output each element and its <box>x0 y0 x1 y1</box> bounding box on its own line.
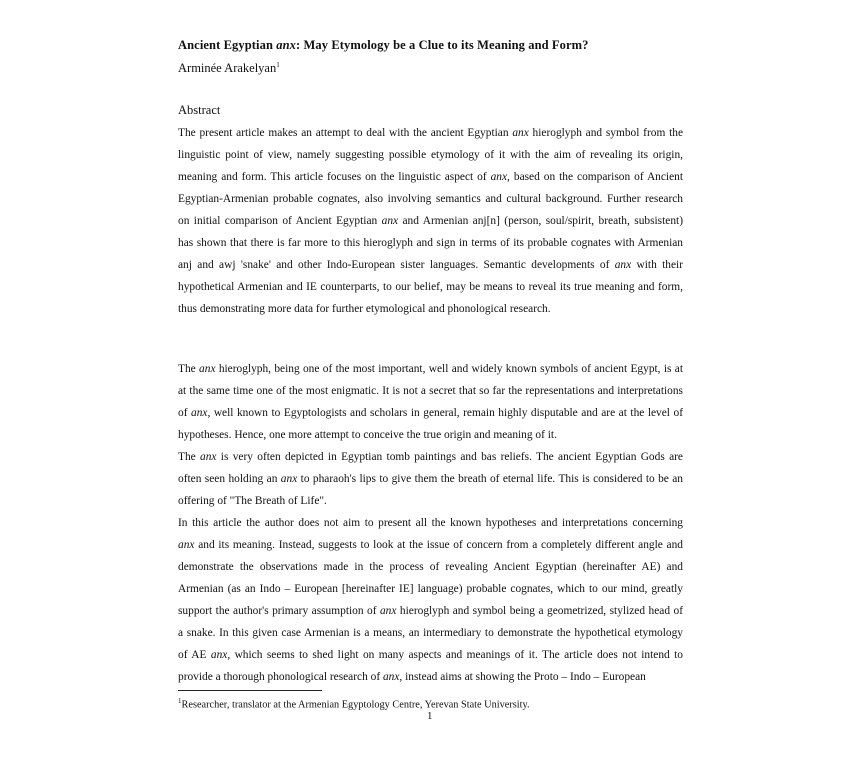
text-line <box>178 578 683 600</box>
text-line <box>178 254 683 276</box>
title-italic-term: anx <box>276 38 297 52</box>
text-run: The <box>178 451 201 463</box>
footnote-mark: 1 <box>178 697 182 705</box>
text-line <box>178 298 683 320</box>
page-number: 1 <box>427 710 433 722</box>
text-run: hypothetical Armenian and IE counterparts, to our belief, may be means to reveal its true meaning and form, <box>178 281 683 293</box>
text-line <box>178 534 683 556</box>
text-run: Egyptian-Armenian probable cognates, also involving semantics and cultural background. Further research <box>178 193 683 205</box>
text-line <box>178 276 683 298</box>
text-run: hieroglyph and symbol being a geometrized, stylized head of <box>396 605 683 617</box>
body-paragraph-2 <box>178 446 683 512</box>
author-name: Arminée Arakelyan <box>178 61 277 76</box>
text-run: hieroglyph, being one of the most important, well and widely known symbols of ancient Egypt, is at <box>215 363 683 375</box>
text-line <box>178 402 683 424</box>
text-run: well known to Egyptologists and scholars in general, remain highly disputable and are at the level of <box>210 407 683 419</box>
text-line <box>178 644 683 666</box>
text-run: a snake. In this given case Armenian is a means, an intermediary to demonstrate the hypothetical etymology <box>178 627 683 639</box>
text-line <box>178 468 683 490</box>
text-run: often seen holding an <box>178 473 281 485</box>
text-run: meaning and form. This article focuses on the linguistic aspect of <box>178 171 491 183</box>
title-part: Ancient Egyptian <box>178 38 277 52</box>
author-footnote-mark: 1 <box>276 61 280 69</box>
text-line <box>178 556 683 578</box>
abstract-paragraph <box>178 122 683 320</box>
text-run: at the same time one of the most enigmatic. It is not a secret that so far the representations and interpretations <box>178 385 683 397</box>
text-run: which seems to shed light on many aspects and meanings of it. The article does not intend to <box>230 649 683 661</box>
italic-term: anx <box>379 605 397 617</box>
body-paragraph-3 <box>178 512 683 688</box>
text-run: thus demonstrating more data for further etymological and phonological research. <box>178 303 551 315</box>
text-run: has shown that there is far more to this hieroglyph and sign in terms of its probable cognates with Armenian <box>178 237 683 249</box>
italic-term: anx <box>280 473 298 485</box>
text-line <box>178 188 683 210</box>
text-run: of <box>178 407 192 419</box>
text-line <box>178 380 683 402</box>
italic-term: anx <box>200 451 217 463</box>
text-line <box>178 210 683 232</box>
italic-term: anx <box>381 215 399 227</box>
text-run: with their <box>631 259 684 271</box>
italic-term: anx, <box>382 671 403 683</box>
text-run: and Armenian anj[n] (person, soul/spirit, breath, subsistent) <box>398 215 683 227</box>
text-line <box>178 622 683 644</box>
text-line <box>178 512 683 534</box>
text-run: and its meaning. Instead, suggests to look at the issue of concern from a completely different angle and <box>194 539 683 551</box>
text-run: provide a thorough phonological research of <box>178 671 383 683</box>
text-line <box>178 232 683 254</box>
text-run: In this article the author does not aim to present all the known hypotheses and interpretations concerning <box>178 517 683 529</box>
title-rest: : May Etymology be a Clue to its Meaning and Form? <box>296 38 589 52</box>
text-run: The present article makes an attempt to deal with the ancient Egyptian <box>178 127 513 139</box>
text-line <box>178 666 683 688</box>
text-run: The <box>178 363 200 375</box>
footnote-text: Researcher, translator at the Armenian Egyptology Centre, Yerevan State University. <box>181 699 530 711</box>
text-line <box>178 122 683 144</box>
author-line <box>178 61 280 76</box>
text-run: Armenian (as an Indo – European [hereinafter IE] language) probable cognates, which to our mind, greatly <box>178 583 683 595</box>
text-run: demonstrate the observations made in the process of revealing Ancient Egyptian (hereinafter AE) and <box>178 561 683 573</box>
text-run: to pharaoh's lips to give them the breath of eternal life. This is considered to be an <box>297 473 683 485</box>
text-run: instead aims at showing the Proto – Indo – European <box>402 671 646 683</box>
text-run: anj and awj 'snake' and other Indo-European sister languages. Semantic developments of <box>178 259 615 271</box>
text-line <box>178 358 683 380</box>
text-run: based on the comparison of Ancient <box>509 171 684 183</box>
text-run: linguistic point of view, namely suggesting possible etymology of it with the aim of revealing its origin, <box>178 149 683 161</box>
text-run: is very often depicted in Egyptian tomb paintings and bas reliefs. The ancient Egyptian Gods are <box>216 451 683 463</box>
italic-term: anx <box>614 259 632 271</box>
text-line <box>178 446 683 468</box>
text-line <box>178 166 683 188</box>
text-line <box>178 600 683 622</box>
paper-title <box>178 38 589 53</box>
italic-term: anx <box>512 127 529 139</box>
text-run: hieroglyph and symbol from the <box>528 127 684 139</box>
body-paragraph-1 <box>178 358 683 446</box>
text-run: support the author's primary assumption of <box>178 605 380 617</box>
italic-term: anx, <box>210 649 231 661</box>
footnote-separator <box>178 690 322 691</box>
italic-term: anx, <box>191 407 211 419</box>
italic-term: anx <box>199 363 216 375</box>
abstract-heading: Abstract <box>178 103 221 117</box>
text-line <box>178 424 683 446</box>
text-line <box>178 144 683 166</box>
italic-term: anx <box>178 539 195 551</box>
footnote <box>178 697 530 710</box>
text-line <box>178 490 683 512</box>
italic-term: anx, <box>490 171 510 183</box>
text-run: hypotheses. Hence, one more attempt to conceive the true origin and meaning of it. <box>178 429 557 441</box>
text-run: offering of "The Breath of Life". <box>178 495 327 507</box>
text-run: of AE <box>178 649 211 661</box>
text-run: on initial comparison of Ancient Egyptian <box>178 215 382 227</box>
